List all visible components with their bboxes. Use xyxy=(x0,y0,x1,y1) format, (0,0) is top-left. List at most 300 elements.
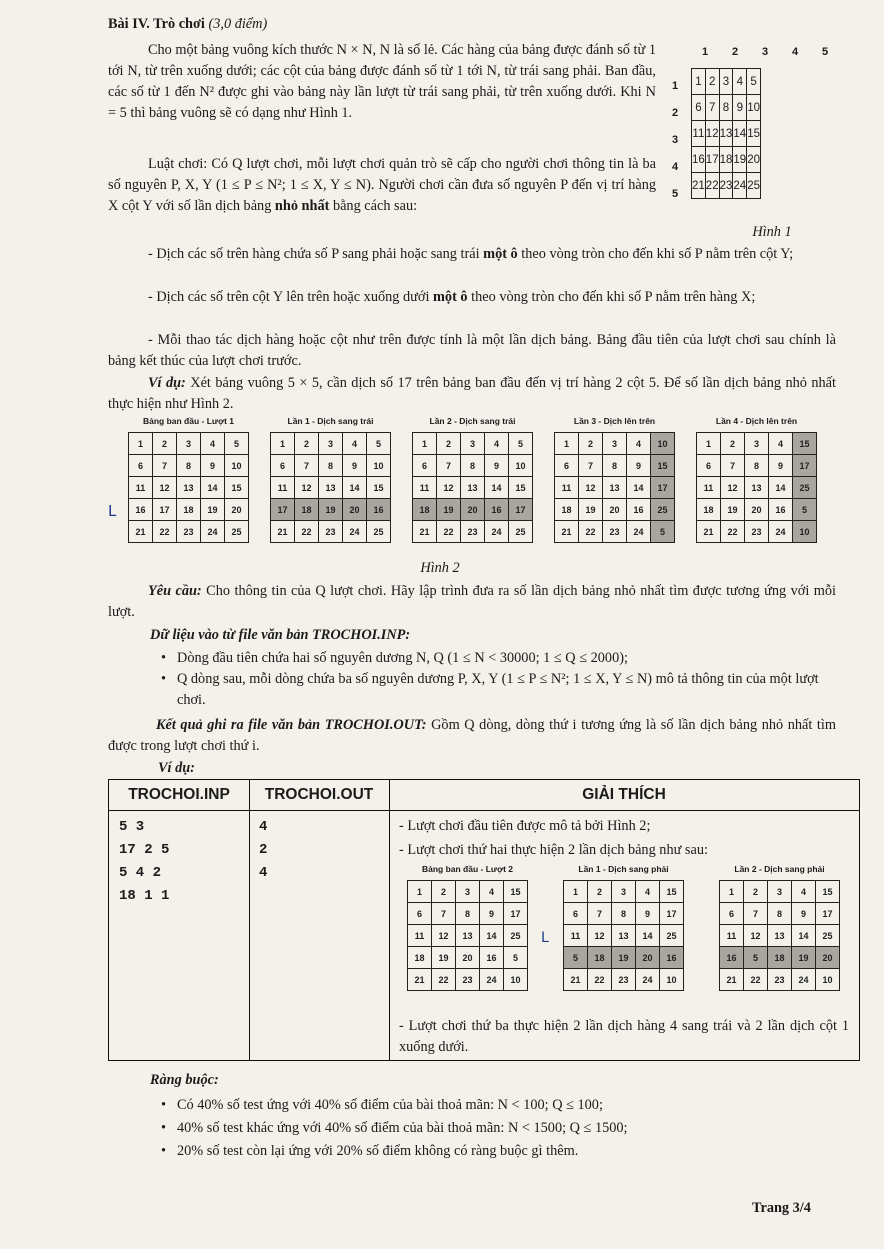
grid-cell: 17 xyxy=(793,455,817,477)
grid-cell: 3 xyxy=(456,881,480,903)
grid-cell: 1 xyxy=(564,881,588,903)
grid-cell: 11 xyxy=(555,477,579,499)
grid-cell: 25 xyxy=(504,925,528,947)
grid-cell: 6 xyxy=(720,903,744,925)
expl-3: - Lượt chơi thứ ba thực hiện 2 lần dịch hàng 4 sang trái và 2 lần dịch cột 1 xuống dưới. xyxy=(399,1018,849,1055)
grid-cell: 1 xyxy=(129,433,153,455)
shift-step-title: Bảng ban đầu - Lượt 2 xyxy=(421,864,514,874)
shift-step xyxy=(563,864,684,991)
grid-cell: 6 xyxy=(129,455,153,477)
grid-cell: 3 xyxy=(719,69,733,95)
shift-step-title: Lần 2 - Dịch sang phải xyxy=(734,864,825,874)
shift-step-grid xyxy=(128,432,249,543)
inp-line: 18 1 1 xyxy=(119,888,170,904)
grid-cell: 2 xyxy=(579,433,603,455)
grid-cell: 13 xyxy=(612,925,636,947)
grid-cell: 8 xyxy=(745,455,769,477)
grid-cell: 15 xyxy=(367,477,391,499)
grid-cell: 24 xyxy=(636,969,660,991)
shift-step-title: Lần 2 - Dịch sang trái xyxy=(429,416,516,426)
grid-cell: 20 xyxy=(461,499,485,521)
grid-cell: 24 xyxy=(480,969,504,991)
grid-cell: 2 xyxy=(588,881,612,903)
request-paragraph xyxy=(108,581,836,623)
constraints-heading: Ràng buộc: xyxy=(150,1072,219,1088)
grid-cell: 2 xyxy=(744,881,768,903)
grid-cell: 15 xyxy=(660,881,684,903)
input-item: • Dòng đầu tiên chứa hai số nguyên dương N, Q (1 ≤ N < 30000; 1 ≤ Q ≤ 2000); xyxy=(155,648,835,669)
grid-cell: 5 xyxy=(367,433,391,455)
col-label: 1 xyxy=(702,46,709,58)
grid-cell: 8 xyxy=(319,455,343,477)
shift-step-title: Lần 1 - Dịch sang phải xyxy=(578,864,669,874)
grid-cell: 25 xyxy=(651,499,675,521)
grid-cell: 20 xyxy=(816,947,840,969)
grid-cell: 12 xyxy=(437,477,461,499)
grid-cell: 4 xyxy=(627,433,651,455)
grid-cell: 18 xyxy=(719,147,733,173)
rule-1-c: theo vòng tròn cho đến khi số P nằm trên cột Y; xyxy=(521,246,794,262)
grid-cell: 23 xyxy=(177,521,201,543)
grid-cell: 19 xyxy=(792,947,816,969)
title-points: (3,0 điểm) xyxy=(208,16,268,32)
constraint-item: • 40% số test khác ứng với 40% số điểm của bài thoả mãn: N < 1500; Q ≤ 1500; xyxy=(155,1117,835,1140)
grid-cell: 9 xyxy=(733,95,747,121)
col-label: 5 xyxy=(822,46,829,58)
grid-cell: 14 xyxy=(480,925,504,947)
figure-1-col-labels xyxy=(692,46,847,64)
grid-cell: 21 xyxy=(720,969,744,991)
grid-cell: 11 xyxy=(564,925,588,947)
shift-step xyxy=(270,416,391,543)
grid-cell: 15 xyxy=(509,477,533,499)
grid-cell: 9 xyxy=(636,903,660,925)
grid-cell: 12 xyxy=(744,925,768,947)
request-text: Cho thông tin của Q lượt chơi. Hãy lập trình đưa ra số lần dịch bảng nhỏ nhất tìm được tương ứng với mỗi lượt. xyxy=(108,583,836,620)
grid-cell: 3 xyxy=(745,433,769,455)
grid-cell: 2 xyxy=(153,433,177,455)
grid-cell: 3 xyxy=(319,433,343,455)
grid-cell: 6 xyxy=(555,455,579,477)
grid-cell: 12 xyxy=(721,477,745,499)
grid-cell: 13 xyxy=(719,121,733,147)
grid-cell: 9 xyxy=(792,903,816,925)
grid-cell: 9 xyxy=(201,455,225,477)
grid-cell: 22 xyxy=(432,969,456,991)
constraint-item: • Có 40% số test ứng với 40% số điểm của bài thoả mãn: N < 100; Q ≤ 100; xyxy=(155,1094,835,1117)
grid-cell: 17 xyxy=(660,903,684,925)
grid-cell: 20 xyxy=(745,499,769,521)
shift-step xyxy=(412,416,533,543)
header-expl: GIẢI THÍCH xyxy=(389,780,859,811)
grid-cell: 18 xyxy=(768,947,792,969)
grid-cell: 1 xyxy=(271,433,295,455)
grid-cell: 19 xyxy=(612,947,636,969)
grid-cell: 25 xyxy=(225,521,249,543)
grid-cell: 25 xyxy=(367,521,391,543)
grid-cell: 23 xyxy=(719,173,733,199)
grid-cell: 22 xyxy=(705,173,719,199)
shift-step-title: Bảng ban đầu - Lượt 1 xyxy=(142,416,235,426)
header-out: TROCHOI.OUT xyxy=(249,780,389,811)
grid-cell: 19 xyxy=(437,499,461,521)
grid-cell: 14 xyxy=(792,925,816,947)
grid-cell: 1 xyxy=(697,433,721,455)
shift-step-grid xyxy=(563,880,684,991)
example-io-label: Ví dụ: xyxy=(158,760,195,776)
rule-1-emph: một ô xyxy=(483,246,518,262)
grid-cell: 23 xyxy=(612,969,636,991)
grid-cell: 18 xyxy=(408,947,432,969)
grid-cell: 12 xyxy=(295,477,319,499)
grid-cell: 22 xyxy=(295,521,319,543)
grid-cell: 9 xyxy=(343,455,367,477)
grid-cell: 19 xyxy=(319,499,343,521)
grid-cell: 10 xyxy=(747,95,761,121)
handwritten-mark: L xyxy=(108,502,117,520)
grid-cell: 7 xyxy=(153,455,177,477)
grid-cell: 4 xyxy=(792,881,816,903)
grid-cell: 17 xyxy=(651,477,675,499)
grid-cell: 6 xyxy=(271,455,295,477)
shift-step xyxy=(719,864,840,991)
inp-line: 5 4 2 xyxy=(119,865,162,881)
expl-1: - Lượt chơi đầu tiên được mô tả bởi Hình 2; xyxy=(399,818,651,834)
grid-cell: 21 xyxy=(564,969,588,991)
grid-cell: 6 xyxy=(564,903,588,925)
grid-cell: 8 xyxy=(612,903,636,925)
grid-cell: 3 xyxy=(768,881,792,903)
shift-step xyxy=(554,416,675,543)
grid-cell: 13 xyxy=(768,925,792,947)
grid-cell: 21 xyxy=(129,521,153,543)
grid-cell: 23 xyxy=(768,969,792,991)
example-table xyxy=(108,779,860,1061)
grid-cell: 23 xyxy=(319,521,343,543)
grid-cell: 20 xyxy=(636,947,660,969)
grid-cell: 21 xyxy=(413,521,437,543)
col-label: 2 xyxy=(732,46,739,58)
grid-cell: 3 xyxy=(461,433,485,455)
grid-cell: 5 xyxy=(651,521,675,543)
grid-cell: 23 xyxy=(603,521,627,543)
grid-cell: 2 xyxy=(432,881,456,903)
grid-cell: 12 xyxy=(432,925,456,947)
grid-cell: 1 xyxy=(413,433,437,455)
grid-cell: 10 xyxy=(225,455,249,477)
figure-1-row-labels xyxy=(672,66,688,206)
grid-cell: 19 xyxy=(201,499,225,521)
grid-cell: 11 xyxy=(697,477,721,499)
grid-cell: 4 xyxy=(769,433,793,455)
out-line: 2 xyxy=(259,842,268,858)
grid-cell: 22 xyxy=(721,521,745,543)
output-heading: Kết quả ghi ra file văn bản TROCHOI.OUT: xyxy=(156,717,427,733)
grid-cell: 1 xyxy=(408,881,432,903)
grid-cell: 12 xyxy=(705,121,719,147)
rules-text: Luật chơi: Có Q lượt chơi, mỗi lượt chơi quản trò sẽ cấp cho người chơi thông tin là ba số nguyên P, X, Y (1 ≤ P ≤ N²; 1 ≤ X, Y ≤ N). Người chơi cần đưa số nguyên P đến vị trí hàng X cột Y với số lần dịch bảng xyxy=(108,156,656,214)
grid-cell: 8 xyxy=(177,455,201,477)
grid-cell: 23 xyxy=(745,521,769,543)
grid-cell: 19 xyxy=(432,947,456,969)
figure-1-caption: Hình 1 xyxy=(752,224,792,240)
grid-cell: 23 xyxy=(461,521,485,543)
rule-3: - Mỗi thao tác dịch hàng hoặc cột như trên được tính là một lần dịch bảng. Bảng đầu tiên của lượt chơi sau chính là bảng kết thúc của lượt chơi trước. xyxy=(108,332,836,369)
grid-cell: 10 xyxy=(367,455,391,477)
grid-cell: 16 xyxy=(692,147,706,173)
grid-cell: 8 xyxy=(461,455,485,477)
rule-1 xyxy=(108,244,836,265)
grid-cell: 12 xyxy=(579,477,603,499)
intro-paragraph: Cho một bảng vuông kích thước N × N, N là số lẻ. Các hàng của bảng được đánh số từ 1 tới N, từ trên xuống dưới; các cột của bảng được đánh số từ 1 tới N, từ trái sang phải. Ban đầu, các số từ 1 đến N² được ghi vào bảng này lần lượt từ trái sang phải, từ trên xuống dưới. Khi N = 5 thì bảng vuông sẽ có dạng như Hình 1. xyxy=(108,42,656,121)
grid-cell: 14 xyxy=(485,477,509,499)
grid-cell: 3 xyxy=(612,881,636,903)
rule-2-emph: một ô xyxy=(433,289,468,305)
grid-cell: 1 xyxy=(692,69,706,95)
grid-cell: 20 xyxy=(225,499,249,521)
grid-cell: 7 xyxy=(705,95,719,121)
constraints-list xyxy=(155,1094,835,1163)
grid-cell: 9 xyxy=(769,455,793,477)
shift-step-title: Lần 1 - Dịch sang trái xyxy=(287,416,374,426)
grid-cell: 11 xyxy=(413,477,437,499)
grid-cell: 1 xyxy=(720,881,744,903)
grid-cell: 14 xyxy=(769,477,793,499)
input-list xyxy=(155,648,835,711)
grid-cell: 20 xyxy=(343,499,367,521)
grid-cell: 19 xyxy=(733,147,747,173)
grid-cell: 15 xyxy=(816,881,840,903)
expl-figure xyxy=(407,864,857,1014)
page-number: Trang 3/4 xyxy=(752,1200,811,1216)
grid-cell: 10 xyxy=(793,521,817,543)
shift-step xyxy=(128,416,249,543)
grid-cell: 19 xyxy=(579,499,603,521)
grid-cell: 16 xyxy=(367,499,391,521)
grid-cell: 20 xyxy=(456,947,480,969)
grid-cell: 9 xyxy=(627,455,651,477)
grid-cell: 6 xyxy=(413,455,437,477)
shift-step-grid xyxy=(719,880,840,991)
grid-cell: 21 xyxy=(697,521,721,543)
grid-cell: 14 xyxy=(636,925,660,947)
grid-cell: 16 xyxy=(769,499,793,521)
header-inp: TROCHOI.INP xyxy=(109,780,249,811)
grid-cell: 16 xyxy=(480,947,504,969)
grid-cell: 14 xyxy=(343,477,367,499)
grid-cell: 14 xyxy=(733,121,747,147)
grid-cell: 10 xyxy=(816,969,840,991)
grid-cell: 13 xyxy=(177,477,201,499)
grid-cell: 4 xyxy=(343,433,367,455)
grid-cell: 1 xyxy=(555,433,579,455)
grid-cell: 22 xyxy=(588,969,612,991)
grid-cell: 25 xyxy=(816,925,840,947)
rules-paragraph xyxy=(108,154,656,217)
grid-cell: 18 xyxy=(413,499,437,521)
grid-cell: 6 xyxy=(408,903,432,925)
grid-cell: 22 xyxy=(153,521,177,543)
shift-step xyxy=(696,416,817,543)
grid-cell: 20 xyxy=(747,147,761,173)
rules-text-end: bằng cách sau: xyxy=(332,198,418,214)
grid-cell: 5 xyxy=(509,433,533,455)
col-label: 3 xyxy=(762,46,769,58)
grid-cell: 5 xyxy=(225,433,249,455)
grid-cell: 25 xyxy=(747,173,761,199)
grid-cell: 8 xyxy=(456,903,480,925)
example-text: Xét bảng vuông 5 × 5, cần dịch số 17 trên bảng ban đầu đến vị trí hàng 2 cột 5. Để số lần dịch bảng nhỏ nhất thực hiện như Hình 2. xyxy=(108,375,836,412)
out-line: 4 xyxy=(259,819,268,835)
grid-cell: 16 xyxy=(660,947,684,969)
grid-cell: 11 xyxy=(129,477,153,499)
grid-cell: 3 xyxy=(177,433,201,455)
grid-cell: 24 xyxy=(343,521,367,543)
grid-cell: 18 xyxy=(295,499,319,521)
rule-1-a: - Dịch các số trên hàng chứa số P sang phải hoặc sang trái xyxy=(148,246,480,262)
grid-cell: 22 xyxy=(579,521,603,543)
grid-cell: 24 xyxy=(201,521,225,543)
grid-cell: 18 xyxy=(555,499,579,521)
grid-cell: 10 xyxy=(504,969,528,991)
shift-step-grid xyxy=(412,432,533,543)
expl-2: - Lượt chơi thứ hai thực hiện 2 lần dịch bảng như sau: xyxy=(399,842,708,858)
row-label: 2 xyxy=(672,107,679,119)
shift-step-grid xyxy=(270,432,391,543)
grid-cell: 15 xyxy=(225,477,249,499)
input-heading: Dữ liệu vào từ file văn bản TROCHOI.INP: xyxy=(150,627,411,643)
figure-1-grid xyxy=(691,68,761,199)
grid-cell: 4 xyxy=(636,881,660,903)
grid-cell: 17 xyxy=(816,903,840,925)
grid-cell: 10 xyxy=(509,455,533,477)
grid-cell: 7 xyxy=(295,455,319,477)
grid-cell: 3 xyxy=(603,433,627,455)
rule-2-a: - Dịch các số trên cột Y lên trên hoặc xuống dưới xyxy=(148,289,430,305)
grid-cell: 24 xyxy=(733,173,747,199)
out-content xyxy=(259,816,267,885)
grid-cell: 9 xyxy=(480,903,504,925)
grid-cell: 7 xyxy=(432,903,456,925)
grid-cell: 16 xyxy=(627,499,651,521)
grid-cell: 11 xyxy=(720,925,744,947)
grid-cell: 10 xyxy=(651,433,675,455)
grid-cell: 5 xyxy=(564,947,588,969)
inp-content xyxy=(119,816,169,908)
grid-cell: 6 xyxy=(692,95,706,121)
grid-cell: 7 xyxy=(437,455,461,477)
example-paragraph xyxy=(108,373,836,415)
shift-step-grid xyxy=(407,880,528,991)
figure-2 xyxy=(128,416,828,566)
col-label: 4 xyxy=(792,46,799,58)
grid-cell: 15 xyxy=(504,881,528,903)
grid-cell: 9 xyxy=(485,455,509,477)
output-text: Gồm Q dòng, dòng thứ i tương ứng là số lần dịch bảng nhỏ nhất tìm được trong lượt chơi thứ i. xyxy=(108,717,836,754)
grid-cell: 13 xyxy=(745,477,769,499)
grid-cell: 5 xyxy=(504,947,528,969)
grid-cell: 5 xyxy=(747,69,761,95)
grid-cell: 7 xyxy=(744,903,768,925)
grid-cell: 22 xyxy=(744,969,768,991)
grid-cell: 16 xyxy=(720,947,744,969)
grid-cell: 7 xyxy=(721,455,745,477)
row-label: 1 xyxy=(672,80,679,92)
grid-cell: 7 xyxy=(579,455,603,477)
grid-cell: 17 xyxy=(705,147,719,173)
row-label: 4 xyxy=(672,161,679,173)
grid-cell: 17 xyxy=(271,499,295,521)
shift-step-grid xyxy=(554,432,675,543)
grid-cell: 7 xyxy=(588,903,612,925)
grid-cell: 16 xyxy=(485,499,509,521)
inp-line: 5 3 xyxy=(119,819,145,835)
grid-cell: 4 xyxy=(201,433,225,455)
request-label: Yêu cầu: xyxy=(148,583,202,599)
grid-cell: 18 xyxy=(177,499,201,521)
grid-cell: 24 xyxy=(627,521,651,543)
output-paragraph xyxy=(108,715,836,757)
grid-cell: 23 xyxy=(456,969,480,991)
shift-step-grid xyxy=(696,432,817,543)
inp-line: 17 2 5 xyxy=(119,842,170,858)
grid-cell: 24 xyxy=(485,521,509,543)
grid-cell: 8 xyxy=(603,455,627,477)
rules-emph: nhỏ nhất xyxy=(274,198,330,214)
grid-cell: 17 xyxy=(153,499,177,521)
grid-cell: 18 xyxy=(588,947,612,969)
grid-cell: 17 xyxy=(504,903,528,925)
grid-cell: 24 xyxy=(792,969,816,991)
grid-cell: 21 xyxy=(692,173,706,199)
grid-cell: 11 xyxy=(408,925,432,947)
row-label: 3 xyxy=(672,134,679,146)
grid-cell: 22 xyxy=(437,521,461,543)
grid-cell: 5 xyxy=(793,499,817,521)
grid-cell: 25 xyxy=(660,925,684,947)
grid-cell: 8 xyxy=(719,95,733,121)
grid-cell: 11 xyxy=(692,121,706,147)
grid-cell: 14 xyxy=(627,477,651,499)
grid-cell: 4 xyxy=(733,69,747,95)
grid-cell: 2 xyxy=(705,69,719,95)
grid-cell: 12 xyxy=(153,477,177,499)
grid-cell: 17 xyxy=(509,499,533,521)
grid-cell: 18 xyxy=(697,499,721,521)
grid-cell: 4 xyxy=(485,433,509,455)
grid-cell: 8 xyxy=(768,903,792,925)
input-item: • Q dòng sau, mỗi dòng chứa ba số nguyên dương P, X, Y (1 ≤ P ≤ N²; 1 ≤ X, Y ≤ N) mô tả thông tin của một lượt chơi. xyxy=(155,669,835,711)
grid-cell: 10 xyxy=(660,969,684,991)
figure-2-caption: Hình 2 xyxy=(420,560,460,576)
grid-cell: 5 xyxy=(744,947,768,969)
shift-step-title: Lần 4 - Dịch lên trên xyxy=(715,416,798,426)
grid-cell: 16 xyxy=(129,499,153,521)
grid-cell: 2 xyxy=(721,433,745,455)
rule-2 xyxy=(108,287,836,308)
grid-cell: 2 xyxy=(437,433,461,455)
shift-step xyxy=(407,864,528,991)
row-label: 5 xyxy=(672,188,679,200)
grid-cell: 25 xyxy=(509,521,533,543)
grid-cell: 13 xyxy=(603,477,627,499)
example-label: Ví dụ: xyxy=(148,375,186,391)
grid-cell: 13 xyxy=(456,925,480,947)
out-line: 4 xyxy=(259,865,268,881)
grid-cell: 2 xyxy=(295,433,319,455)
grid-cell: 12 xyxy=(588,925,612,947)
grid-cell: 15 xyxy=(651,455,675,477)
